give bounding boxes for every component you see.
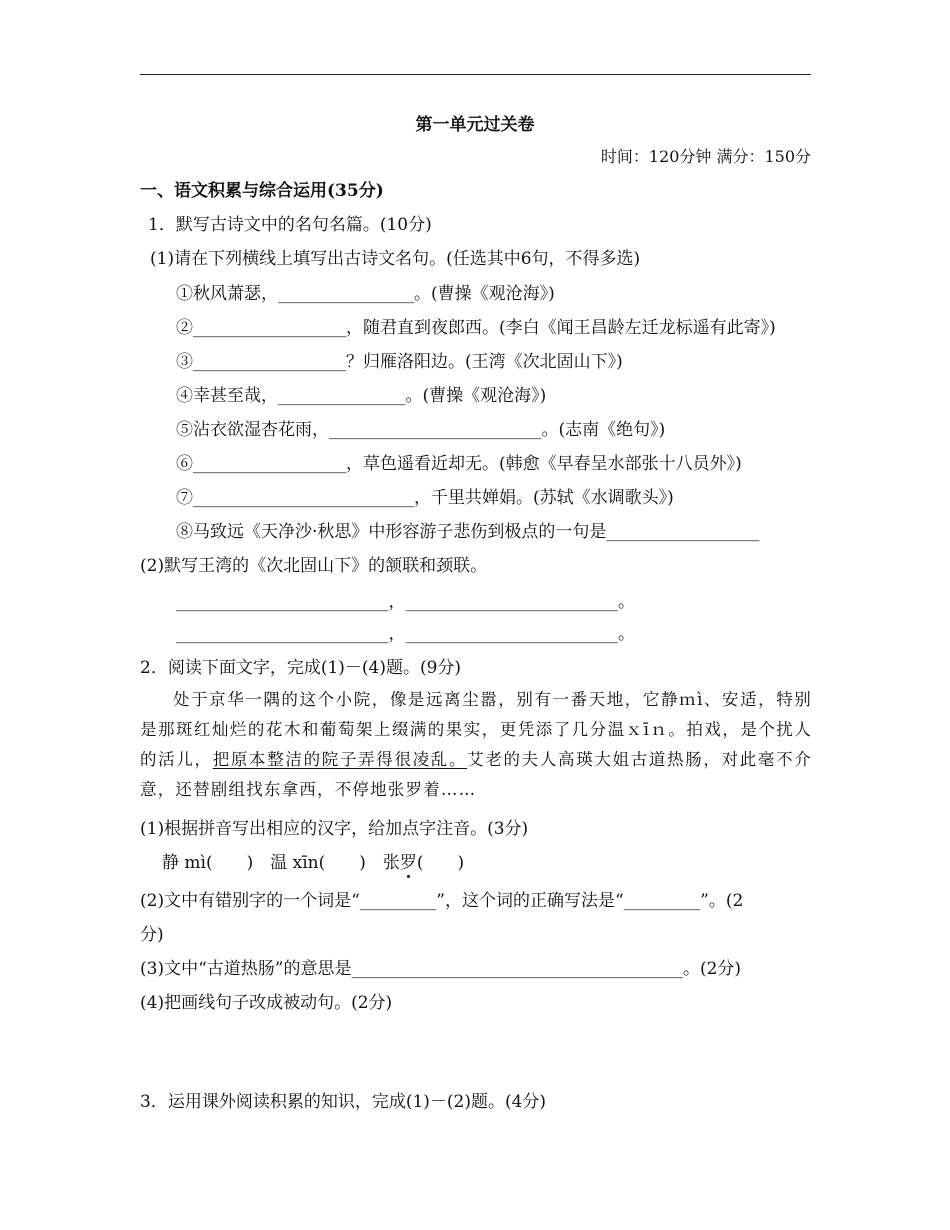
recitation-item: ③__________________？归雁洛阳边。(王湾《次北固山下》) (176, 352, 623, 372)
question-2-sub-4: (4)把画线句子改成被动句。(2分) (140, 993, 393, 1013)
recitation-item: ②__________________，随君直到夜郎西。(李白《闻王昌龄左迁龙标遥有此寄》) (176, 318, 776, 338)
question-2-stem: 2．阅读下面文字，完成(1)－(4)题。(9分) (140, 658, 462, 678)
page-title: 第一单元过关卷 (415, 115, 535, 135)
recitation-item: ⑦__________________________，千里共婵娟。(苏轼《水调歌头》) (176, 488, 674, 508)
question-3-stem: 3．运用课外阅读积累的知识，完成(1)－(2)题。(4分) (140, 1092, 547, 1112)
section-heading: 一、语文积累与综合运用(35分) (140, 181, 384, 201)
question-1-stem: 1．默写古诗文中的名句名篇。(10分) (148, 215, 432, 235)
pinyin-text: ( ) (416, 853, 465, 873)
passage-text: 艾老的夫人高瑛大姐古道热肠，对此毫不介意，还替剧组找东拿西，不停地张罗着…… (140, 750, 812, 799)
question-2-sub-2-cont: 分) (140, 925, 164, 945)
question-2-sub-3: (3)文中“古道热肠”的意思是_______________________________________。(2分) (140, 959, 742, 979)
recitation-item: ①秋风萧瑟，________________。(曹操《观沧海》) (176, 284, 555, 304)
answer-blank-line: _________________________，_________________________。 (176, 592, 635, 612)
dotted-character: 罗 (399, 853, 417, 873)
reading-passage (140, 685, 812, 805)
recitation-item: ④幸甚至哉，_______________。(曹操《观沧海》) (176, 386, 547, 406)
question-1-part-1: (1)请在下列横线上填写出古诗文名句。(任选其中6句，不得多选) (150, 249, 641, 269)
passage-text: 处于京华一隅的这个小院，像是远离尘嚣，别有一番天地，它静ｍì、安适，特别是那斑红灿烂的花木和葡萄架上缀满的果实，更凭添了几分温ｘīｎ。拍戏，是个扰人的活儿， (140, 690, 812, 769)
answer-blank-line: _________________________，_________________________。 (176, 624, 635, 644)
pinyin-row (162, 852, 464, 874)
exam-meta: 时间：120分钟 满分：150分 (600, 147, 811, 166)
underlined-sentence: 把原本整洁的院子弄得很凌乱。 (212, 750, 468, 769)
question-1-part-2: (2)默写王湾的《次北固山下》的颔联和颈联。 (140, 556, 488, 576)
question-2-sub-2: (2)文中有错别字的一个词是“_________”，这个词的正确写法是“_________”。(2 (140, 891, 744, 911)
question-2-sub-1: (1)根据拼音写出相应的汉字，给加点字注音。(3分) (140, 819, 529, 839)
recitation-item: ⑤沾衣欲湿杏花雨，_________________________。(志南《绝句》) (176, 420, 666, 440)
pinyin-text: 静 mì( ) 温 xīn( ) 张 (162, 853, 400, 873)
recitation-item: ⑧马致远《天净沙·秋思》中形容游子悲伤到极点的一句是__________________ (176, 522, 760, 542)
recitation-item: ⑥__________________，草色遥看近却无。(韩愈《早春呈水部张十八员外》) (176, 454, 742, 474)
top-rule (140, 74, 811, 75)
